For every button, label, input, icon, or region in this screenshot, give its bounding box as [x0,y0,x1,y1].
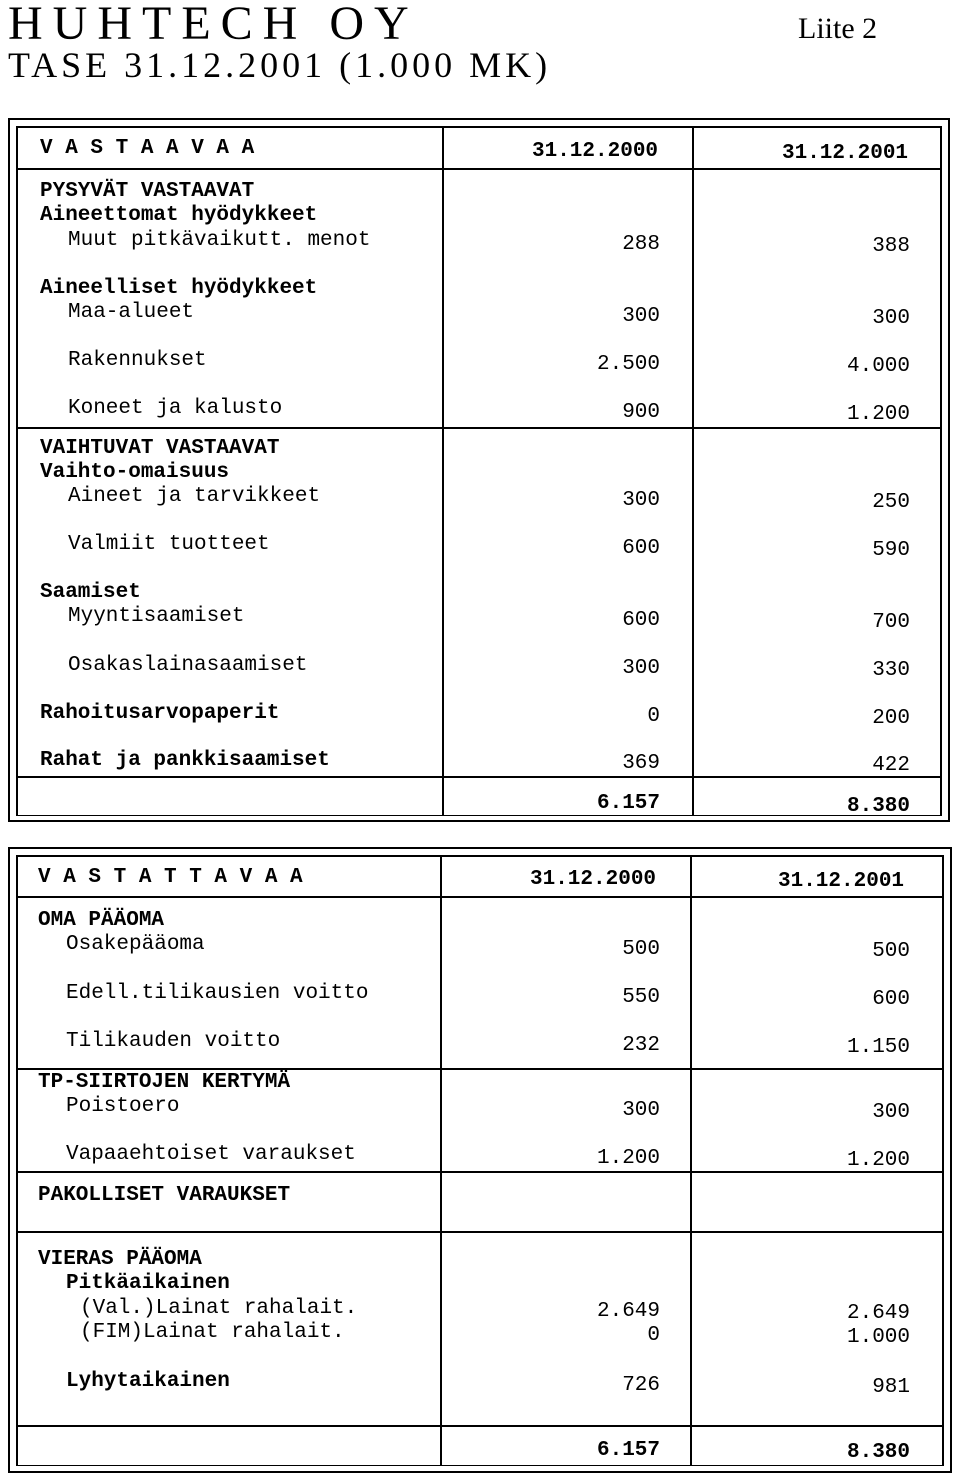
value-2001: 1.150 [846,1036,910,1059]
value-2001: 4.000 [846,355,910,378]
value-2001: 500 [872,940,910,963]
row-label-share-capital: Osakepääoma [66,933,205,956]
row-label-buildings: Rakennukset [68,349,207,372]
value-2000: 900 [622,401,660,424]
row-label-materials: Aineet ja tarvikkeet [68,485,321,508]
value-2001: 1.000 [846,1326,910,1349]
section-fixed-assets: PYSYVÄT VASTAAVAT [40,180,255,203]
value-2001: 1.200 [846,403,910,426]
row-label-profit: Tilikauden voitto [66,1030,281,1053]
liabilities-heading: V A S T A T T A V A A [38,866,303,889]
value-2000: 600 [622,537,660,560]
value-2001: 200 [872,707,910,730]
liabilities-col-2001: 31.12.2001 [778,870,905,893]
value-2001: 300 [872,1101,910,1124]
value-2000: 288 [622,233,660,256]
value-2000: 2.649 [596,1300,660,1323]
value-2001: 2.649 [846,1302,910,1325]
group-receivables: Saamiset [40,581,141,604]
value-2001: 1.200 [846,1149,910,1172]
row-label-loan-foreign: (Val.)Lainat rahalait. [80,1297,358,1320]
company-name: HUHTECH OY [8,0,419,50]
value-2000: 550 [622,986,660,1009]
liabilities-total-2000: 6.157 [596,1439,660,1462]
row-label-machinery: Koneet ja kalusto [68,397,283,420]
value-2000: 1.200 [596,1147,660,1170]
group-long-term: Pitkäaikainen [66,1272,230,1295]
value-2001: 700 [872,611,910,634]
assets-heading: V A S T A A V A A [40,137,255,160]
value-2000: 0 [647,1324,660,1347]
value-2000: 0 [647,705,660,728]
value-2001: 388 [872,235,910,258]
row-label-trade-receivables: Myyntisaamiset [68,605,245,628]
value-2001: 330 [872,659,910,682]
section-appropriations: TP-SIIRTOJEN KERTYMÄ [38,1071,291,1094]
appendix-label: Liite 2 [798,12,878,45]
section-equity: OMA PÄÄOMA [38,909,165,932]
assets-col-2001: 31.12.2001 [782,142,909,165]
value-2001: 300 [872,307,910,330]
group-inventories: Vaihto-omaisuus [40,461,230,484]
row-label-land: Maa-alueet [68,301,195,324]
row-label-loan-fim: (FIM)Lainat rahalait. [80,1321,345,1344]
row-label-shareholder-loans: Osakaslainasaamiset [68,654,308,677]
value-2000: 369 [622,752,660,775]
assets-total-2001: 8.380 [846,795,910,818]
value-2000: 600 [622,609,660,632]
row-label-other-ltc: Muut pitkävaikutt. menot [68,229,371,252]
assets-total-2000: 6.157 [596,792,660,815]
value-2001: 600 [872,988,910,1011]
group-tangible: Aineelliset hyödykkeet [40,277,318,300]
row-label-depreciation-difference: Poistoero [66,1095,180,1118]
value-2001: 981 [872,1376,910,1399]
value-2001: 250 [872,491,910,514]
section-provisions: PAKOLLISET VARAUKSET [38,1184,291,1207]
group-intangible: Aineettomat hyödykkeet [40,204,318,227]
row-label-finished-goods: Valmiit tuotteet [68,533,270,556]
value-2000: 300 [622,489,660,512]
value-2001: 590 [872,539,910,562]
value-2000: 300 [622,305,660,328]
value-2000: 2.500 [596,353,660,376]
value-2001: 422 [872,754,910,777]
liabilities-total-2001: 8.380 [846,1441,910,1464]
assets-col-2000: 31.12.2000 [532,140,659,163]
value-2000: 232 [622,1034,660,1057]
value-2000: 726 [622,1374,660,1397]
value-2000: 500 [622,938,660,961]
value-2000: 300 [622,1099,660,1122]
row-label-voluntary-provisions: Vapaaehtoiset varaukset [66,1143,356,1166]
row-label-retained-earnings: Edell.tilikausien voitto [66,982,369,1005]
balance-sheet-title: TASE 31.12.2001 (1.000 MK) [8,45,552,85]
row-label-securities: Rahoitusarvopaperit [40,702,280,725]
section-debt: VIERAS PÄÄOMA [38,1248,202,1271]
section-current-assets: VAIHTUVAT VASTAAVAT [40,437,280,460]
value-2000: 300 [622,657,660,680]
row-label-short-term: Lyhytaikainen [66,1370,230,1393]
row-label-cash: Rahat ja pankkisaamiset [40,749,330,772]
liabilities-col-2000: 31.12.2000 [530,868,657,891]
